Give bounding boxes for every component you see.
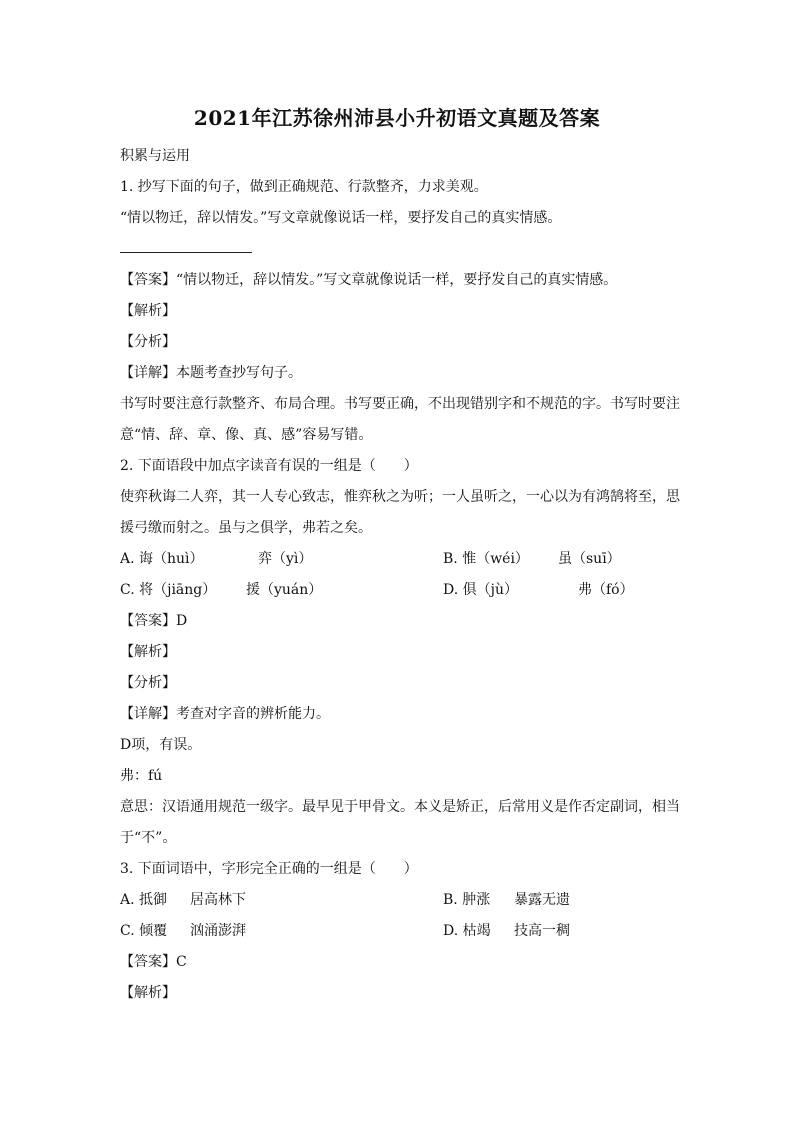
q1-stem: 1. 抄写下面的句子，做到正确规范、行款整齐，力求美观。 (120, 179, 488, 195)
q2-para3: 意思：汉语通用规范一级字。最早见于甲骨文。本义是矫正，后常用义是作否定副词，相当 (120, 799, 680, 815)
q3-option-c-2: 汹涌澎湃 (190, 923, 246, 939)
q1-sentence: “情以物迁，辞以情发。”写文章就像说话一样，要抒发自己的真实情感。 (120, 210, 562, 226)
q2-option-a: A. 诲（huì） (120, 551, 204, 567)
q1-analysis-label: 【解析】 (120, 303, 176, 319)
q2-stem: 2. 下面语段中加点字读音有误的一组是（ ） (120, 458, 418, 474)
q3-analysis-label: 【解析】 (120, 985, 176, 1001)
q3-answer: 【答案】C (120, 954, 187, 970)
q2-para1: D项，有误。 (120, 737, 202, 753)
q2-option-c-2: 援（yuán） (246, 582, 323, 598)
q2-text-line2: 援弓缴而射之。虽与之俱学，弗若之矣。 (120, 520, 372, 536)
q2-option-d: D. 俱（jù） (443, 582, 518, 598)
q2-para2: 弗：fú (120, 768, 163, 784)
q1-detail: 【详解】本题考查抄写句子。 (120, 365, 302, 381)
q1-para2: 意“情、辞、章、像、真、感”容易写错。 (120, 427, 373, 443)
q2-detail: 【详解】考查对字音的辨析能力。 (120, 706, 330, 722)
q3-stem: 3. 下面词语中，字形完全正确的一组是（ ） (120, 861, 418, 877)
q2-option-c: C. 将（jiāng） (120, 582, 217, 598)
q3-option-d-2: 技高一稠 (514, 923, 570, 939)
q3-option-b: B. 肿涨 (443, 892, 491, 908)
q2-option-d-2: 弗（fó） (578, 582, 634, 598)
q2-option-a-2: 弈（yì） (258, 551, 313, 567)
page-title: 2021年江苏徐州沛县小升初语文真题及答案 (193, 106, 601, 130)
q1-answer: 【答案】“情以物迁，辞以情发。”写文章就像说话一样，要抒发自己的真实情感。 (120, 272, 618, 288)
q3-option-d: D. 枯竭 (443, 923, 491, 939)
q3-option-c: C. 倾覆 (120, 923, 168, 939)
answer-blank-line (120, 252, 252, 253)
q2-analysis-label: 【解析】 (120, 644, 176, 660)
q3-option-a: A. 抵御 (120, 892, 168, 908)
q2-para4: 于“不”。 (120, 830, 177, 846)
section-heading: 积累与运用 (120, 148, 190, 164)
q2-option-b-2: 虽（suī） (558, 551, 621, 567)
q2-option-b: B. 惟（wéi） (443, 551, 529, 567)
q2-text-line1: 使弈秋诲二人弈，其一人专心致志，惟弈秋之为听；一人虽听之，一心以为有鸿鹄将至，思 (120, 489, 680, 505)
q1-fenxi-label: 【分析】 (120, 334, 176, 350)
q1-para1: 书写时要注意行款整齐、布局合理。书写要正确，不出现错别字和不规范的字。书写时要注 (120, 396, 680, 412)
q3-option-b-2: 暴露无遗 (514, 892, 570, 908)
q3-option-a-2: 居高林下 (190, 892, 246, 908)
q2-fenxi-label: 【分析】 (120, 675, 176, 691)
q2-answer: 【答案】D (120, 613, 188, 629)
